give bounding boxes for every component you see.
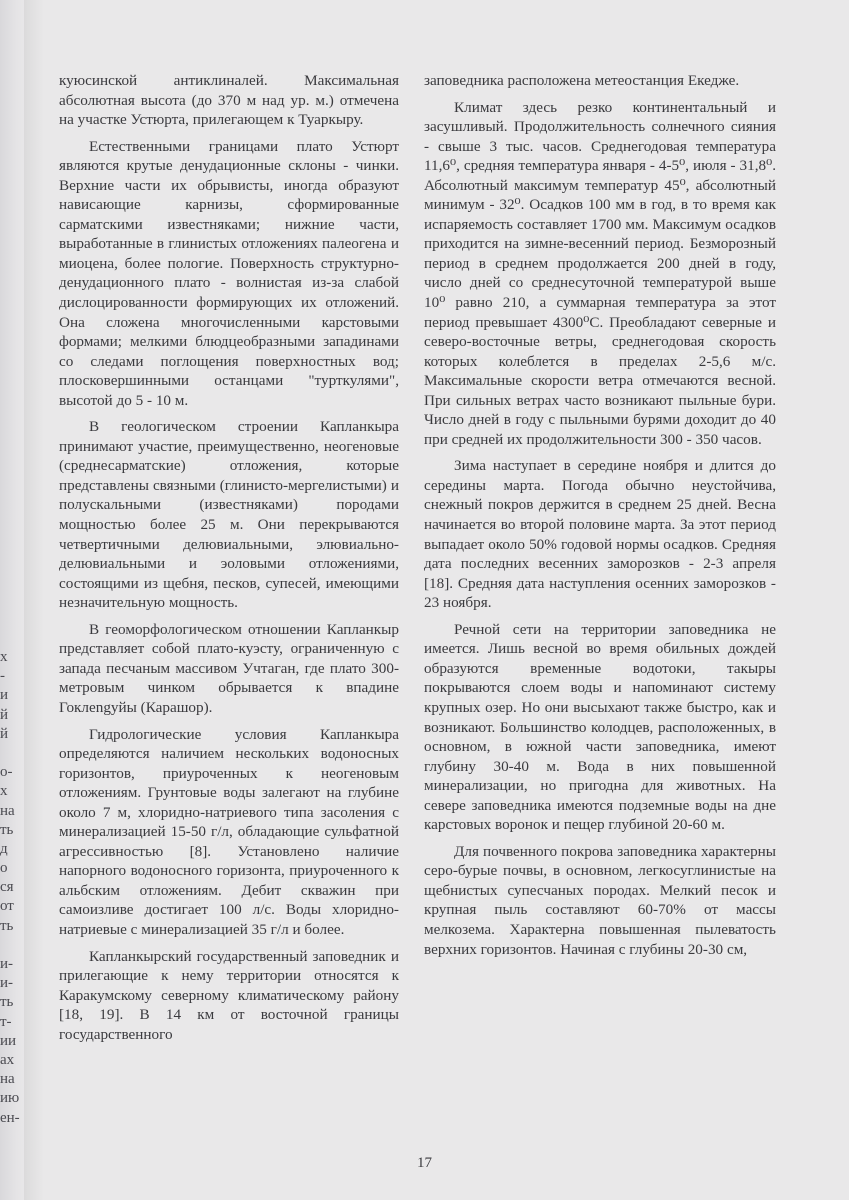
fragment: ть: [0, 917, 14, 934]
fragment: х: [0, 649, 8, 665]
fragment: й: [0, 706, 9, 723]
fragment: ии: [0, 1032, 17, 1049]
fragment: т-: [0, 1013, 12, 1030]
paragraph: В геоморфологическом отношении Капланкыр представляет собой плато-куэсту, ограниченную с запада песчаным массивом Учтаган, где плато 300-метровым чинком обрывается к впадине Гоклengуйы (Карашор).: [59, 620, 399, 716]
page-number: 17: [417, 1155, 432, 1171]
fragment: х: [0, 783, 8, 800]
fragment: и: [0, 687, 9, 704]
paragraph: заповедника расположена метеостанция Екедже.: [424, 72, 740, 89]
paragraph: Для почвенного покрова заповедника характерны серо-бурые почвы, в основном, легкосуглинистые на щебнистых супесчаных породах. Мелкий песок и крупная пыль составляют 60-70% от массы мелкозема. Характерна повышенная пылеватость верхних горизонтов. Начиная с глубины 20-30 см,: [424, 842, 776, 958]
fragment: на: [0, 1071, 15, 1088]
fragment: ах: [0, 1051, 15, 1068]
paragraph: Климат здесь резко континентальный и засушливый. Продолжительность солнечного сияния - свыше 3 тыс. часов. Среднегодовая температура 11,6⁰, средняя температура января - 4-5⁰, июля - 31,8⁰. Абсолютный максимум температур 45⁰, абсолютный минимум - 32⁰. Осадков 100 мм в год, в то время как испаряемость составляет 1700 мм. Максимум осадков приходится на зимне-весенний период. Безморозный период в среднем продолжается 200 дней в году, число дней со среднесуточной температурой выше 10⁰ равно 210, а суммарная температура за этот период превышает 4300⁰С. Преобладают северные и северо-восточные ветры, среднегодовая скорость которых колеблется в пределах 2-5,6 м/с. Максимальные скорости ветра отмечаются весной. При сильных ветрах часто возникают пыльные бури. Число дней в году с пыльными бурями доходит до 40 при средней их продолжительности 300 - 350 часов.: [424, 98, 776, 448]
fragment: от: [0, 898, 14, 915]
fragment: о-: [0, 764, 13, 781]
fragment: и-: [0, 975, 14, 992]
fragment: ся: [0, 879, 14, 896]
fragment: и-: [0, 956, 14, 972]
paragraph: Зима наступает в середине ноября и длится до середины марта. Погода обычно неустойчива, снежный покров держится в среднем 25 дней. Весна начинается во второй половине марта. За этот период выпадает около 50% годовой нормы осадков. Средняя дата последних весенних заморозков - 2-3 апреля [18]. Средняя дата наступления осенних заморозков - 23 ноября.: [424, 457, 776, 612]
fragment: -: [0, 668, 5, 685]
fragment: [0, 744, 24, 763]
paragraph: В геологическом строении Капланкыра принимают участие, преимущественно, неогеновые (среднесарматские) отложения, которые представлены связными (глинисто-мергелистыми) и полускальными (известняками) породами мощностью более 25 м. Они перекрываются четвертичными делювиальными, элювиально-делювиальными и эоловыми отложениями, состоящими из щебня, песков, супесей, имеющими незначительную мощность.: [59, 418, 399, 612]
fragment: ть: [0, 994, 14, 1011]
paragraph: Речной сети на территории заповедника не имеется. Лишь весной во время обильных дождей образуются временные водотоки, такыры покрываются слоем воды и напоминают систему крупных озер. Но они высыхают также быстро, как и возникают. Большинство колодцев, расположенных, в основном, в южной части заповедника, имеют глубину 30-40 м. Вода в них повышенной минерализации, но пригодна для животных. На севере заповедника имеются подземные воды на дне карстовых воронок и пещер глубиной 20-60 м.: [424, 620, 776, 834]
left-text-column: [59, 71, 399, 1051]
paragraph: Гидрологические условия Капланкыра определяются наличием нескольких водоносных горизонтов, приуроченных к неогеновым отложениям. Грунтовые воды залегают на глубине около 7 м, хлоридно-натриевого типа засоления с минерализацией 15-50 г/л, обладающие сульфатной агрессивностью [8]. Установлено наличие напорного водоносного горизонта, приуроченного к альбским отложениям. Дебит скважин при самоизливе достигает 100 л/с. Воды хлоридно-натриевые с минерализацией 35 г/л и более.: [59, 725, 399, 938]
right-text-column: [424, 71, 776, 966]
fragment: д: [0, 840, 8, 857]
fragment: й: [0, 725, 9, 742]
fragment: ть: [0, 821, 14, 838]
fragment: о: [0, 860, 8, 877]
paragraph: Капланкырский государственный заповедник и прилегающие к нему территории относятся к Каракумскому северному климатическому району [18, 19]. В 14 км от восточной границы государственного: [59, 947, 399, 1043]
paragraph: Естественными границами плато Устюрт являются крутые денудационные склоны - чинки. Верхние части их обрывисты, иногда образуют нависающие карнизы, сформированные сарматскими известняками; нижние части, выработанные в глинистых отложениях палеогена и миоцена, более пологие. Поверхность структурно-денудационного плато - волнистая из-за слабой дислоцированности формирующих их отложений. Она сложена многочисленными карстовыми формами; мелкими блюдцеобразными западинами со следами поглощения поверхностных вод; плосковершинными останцами "турткулями", высотой до 5 - 10 м.: [59, 137, 399, 409]
fragment: на: [0, 802, 15, 819]
book-spine-shadow: [24, 0, 44, 1200]
paragraph: куюсинской антиклиналей. Максимальная абсолютная высота (до 370 м над ур. м.) отмечена на участке Устюрта, прилегающем к Туаркыру.: [59, 72, 399, 129]
fragment: [0, 936, 24, 955]
previous-page-fragments: [0, 648, 24, 1128]
fragment: ен-: [0, 1109, 20, 1126]
fragment: ию: [0, 1090, 20, 1107]
